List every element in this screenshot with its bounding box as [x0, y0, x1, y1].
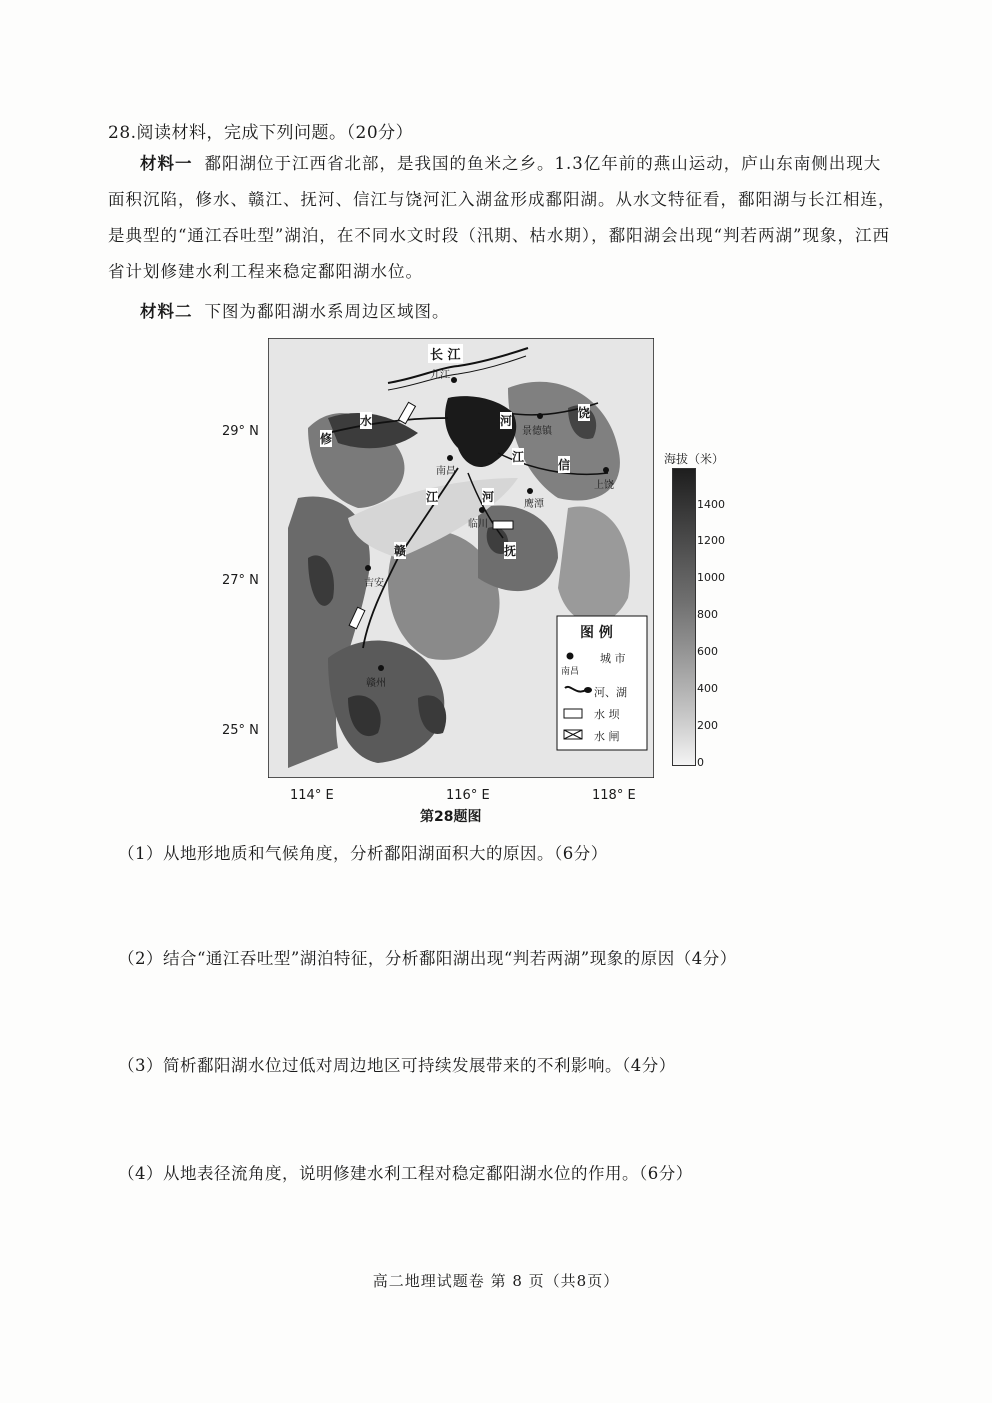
legend-river-label: 河、湖 [594, 686, 627, 699]
city-jiujiang: 九江 [430, 370, 450, 381]
river-label-gan: 赣 [394, 544, 407, 558]
legend-city-label: 城 市 [600, 652, 626, 665]
material-2-text: 下图为鄱阳湖水系周边区域图。 [204, 302, 450, 321]
river-label-he-gan: 河 [482, 490, 495, 504]
river-label-xiu: 修 [320, 432, 333, 446]
lat-label-27: 27° N [222, 573, 259, 588]
river-label-jiang-gan: 江 [426, 490, 439, 504]
material-2-label: 材料二 [140, 302, 193, 321]
legend-title: 图 例 [580, 625, 613, 641]
question-title: 28.阅读材料，完成下列问题。（20分） [108, 123, 414, 143]
city-nanchang: 南昌 [436, 466, 456, 477]
material-1-text: 鄱阳湖位于江西省北部，是我国的鱼米之乡。1.3亿年前的燕山运动，庐山东南侧出现大面积沉陷，修水、赣江、抚河、信江与饶河汇入湖盆形成鄱阳湖。从水文特征看，鄱阳湖与长江相连，是典型的“通江吞吐型”湖泊，在不同水文时段（汛期、枯水期），鄱阳湖会出现“判若两湖”现象，江西省计划修建水利工程来稳定鄱阳湖水位。 [108, 154, 896, 281]
subquestion-3: （3）简析鄱阳湖水位过低对周边地区可持续发展带来的不利影响。（4分） [118, 1056, 676, 1075]
elevation-colorbar [672, 468, 696, 766]
elevation-tick: 800 [697, 608, 718, 621]
elevation-tick: 400 [697, 682, 718, 695]
elevation-tick: 1400 [697, 498, 725, 511]
material-2 [108, 294, 898, 330]
elevation-tick: 200 [697, 719, 718, 732]
lon-label-114: 114° E [290, 788, 334, 803]
river-label-xin: 信 [558, 458, 571, 472]
city-ganzhou: 赣州 [366, 678, 386, 689]
city-yingtan: 鹰潭 [524, 499, 544, 510]
city-jingdezhen: 景德镇 [522, 426, 552, 437]
map-caption: 第28题图 [420, 809, 482, 825]
river-label-fu: 抚 [504, 544, 517, 558]
city-shangrao: 上饶 [594, 480, 614, 491]
elevation-tick: 1200 [697, 534, 725, 547]
map-figure [268, 338, 654, 778]
river-label-changjiang: 长 江 [428, 344, 463, 363]
subquestion-1: （1）从地形地质和气候角度，分析鄱阳湖面积大的原因。（6分） [118, 844, 608, 863]
legend-sluice-label: 水 闸 [594, 730, 620, 743]
river-label-jiang-xin: 江 [512, 450, 525, 464]
legend-dam-label: 水 坝 [594, 708, 620, 721]
material-1-label: 材料一 [140, 154, 193, 173]
lat-label-29: 29° N [222, 424, 259, 439]
elevation-tick: 600 [697, 645, 718, 658]
elevation-tick: 0 [697, 756, 704, 769]
subquestion-4: （4）从地表径流角度，说明修建水利工程对稳定鄱阳湖水位的作用。（6分） [118, 1164, 693, 1183]
river-label-he: 河 [500, 414, 513, 428]
page-footer: 高二地理试题卷 第 8 页（共8页） [372, 1272, 620, 1290]
city-jian: 吉安 [364, 578, 384, 589]
subquestion-2: （2）结合“通江吞吐型”湖泊特征，分析鄱阳湖出现“判若两湖”现象的原因（4分） [118, 949, 737, 968]
city-linchuan: 临川 [468, 519, 488, 530]
elevation-tick: 1000 [697, 571, 725, 584]
lat-label-25: 25° N [222, 723, 259, 738]
lon-label-116: 116° E [446, 788, 490, 803]
river-label-rao: 饶 [578, 406, 591, 420]
material-1 [108, 146, 898, 290]
lon-label-118: 118° E [592, 788, 636, 803]
elevation-title: 海拔（米） [664, 452, 725, 466]
legend-city-sample: 南昌 [561, 667, 580, 677]
river-label-shui: 水 [360, 414, 373, 428]
